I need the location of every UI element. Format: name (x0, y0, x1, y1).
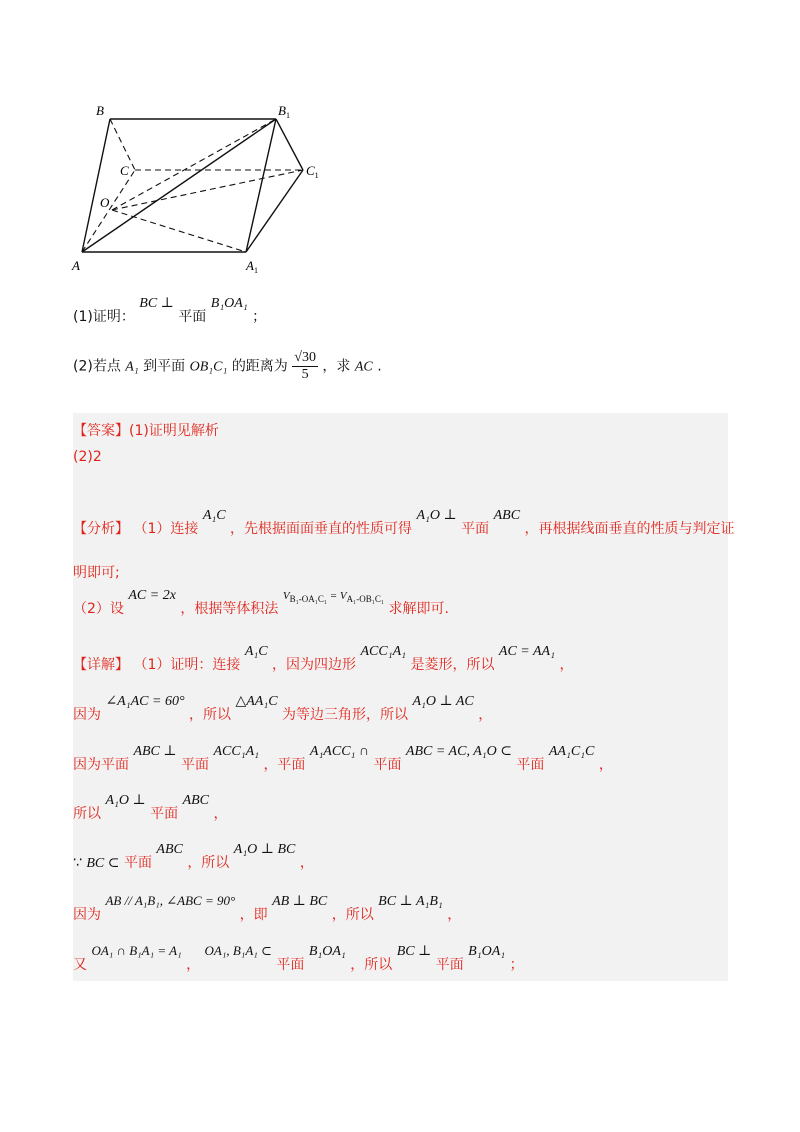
detail-l1-m2: ACC₁A₁ (360, 644, 407, 659)
q1-math-bc: BC ⊥ (139, 296, 174, 311)
detail-l7-a: 又 (73, 957, 87, 973)
detail-l3-c: ， (598, 757, 613, 773)
detail-l3-m2: ACC₁A₁ (213, 744, 259, 759)
q2-point: A₁ (125, 359, 139, 375)
detail-l3-m5: AA₁C₁C (548, 744, 595, 759)
detail-l6-m3: BC ⊥ A₁B₁ (378, 894, 443, 909)
detail-l4-b: ， (213, 806, 228, 822)
detail-line-3 (73, 744, 613, 774)
q2-end: . (377, 358, 382, 375)
detail-l1-m3: AC = AA₁ (498, 644, 555, 659)
detail-line-5 (73, 842, 314, 872)
analysis-line-3 (73, 588, 449, 618)
analysis-line-2 (73, 562, 120, 582)
detail-l7-m2: OA₁, B₁A₁ ⊂ (204, 943, 272, 958)
detail-l7-m4: BC ⊥ (396, 944, 432, 959)
prism-figure (70, 95, 330, 280)
q2-frac-num: √30 (294, 350, 316, 365)
detail-l7-b: ， (186, 957, 201, 973)
detail-l5-m2: ABC (156, 842, 183, 857)
detail-l5-m1: BC ⊂ (86, 856, 120, 871)
detail-l5-plane: 平面 (123, 855, 152, 871)
detail-l5-m3: A₁O ⊥ BC (233, 842, 296, 857)
edge-A1B1 (246, 119, 276, 252)
hidden-OA1 (112, 210, 246, 252)
detail-l5-b: ，所以 (187, 855, 230, 871)
detail-line-4 (73, 793, 228, 823)
answer-1: (1)证明见解析 (129, 423, 219, 439)
detail-l3-a: 因为平面 (73, 757, 129, 773)
detail-l7-c: ，所以 (350, 957, 393, 973)
detail-l6-d: ， (447, 907, 462, 923)
detail-l4-a: 所以 (73, 806, 101, 822)
answer-line-1 (73, 420, 219, 440)
detail-l3-m1: ABC ⊥ (133, 744, 177, 759)
label-C: C (120, 163, 129, 178)
detail-l7-plane2: 平面 (435, 957, 464, 973)
detail-l3-plane3: 平面 (516, 757, 545, 773)
label-A: A (72, 258, 80, 273)
detail-l2-d: ， (478, 707, 493, 723)
q2-ac: AC (354, 359, 373, 375)
q2-dist: 的距离为 (231, 358, 288, 375)
detail-l4-plane: 平面 (150, 806, 179, 822)
detail-l2-m2: △AA₁C (235, 694, 278, 709)
detail-l1-b: ，因为四边形 (272, 657, 357, 673)
analysis-p1-c: ，再根据线面垂直的性质与判定证 (524, 521, 735, 537)
analysis-p2-m2-sub: B₁-OA₁C₁ (289, 594, 327, 604)
analysis-p2-c: 求解即可. (388, 601, 449, 617)
detail-line-7 (73, 943, 524, 974)
q2-fraction (292, 350, 318, 383)
q1-plane: 平面 (178, 309, 207, 325)
edge-B1C1 (276, 119, 303, 170)
detail-l2-a: 因为 (73, 707, 101, 723)
q2-plane: OB₁C₁ (189, 359, 228, 375)
detail-l1-a: （1）证明：连接 (133, 657, 241, 673)
analysis-tag: 【分析】 (73, 521, 129, 537)
answer-tag: 【答案】 (73, 423, 129, 439)
detail-l7-plane: 平面 (276, 957, 305, 973)
detail-l1-c: 是菱形，所以 (410, 657, 495, 673)
detail-l6-b: ，即 (239, 907, 268, 923)
answer-line-2 (73, 449, 102, 465)
detail-l6-m1: AB // A₁B₁, ∠ABC = 90° (105, 893, 236, 908)
analysis-p2-m3-sub: A₁-OB₁C₁ (346, 594, 385, 604)
edge-AB (82, 119, 110, 252)
q2-ask: ，求 (322, 358, 351, 375)
question-1 (73, 296, 267, 326)
label-O: O (100, 195, 110, 210)
detail-tag: 【详解】 (73, 657, 129, 673)
analysis-p2-b: ，根据等体积法 (180, 601, 279, 617)
detail-l1-d: ， (559, 657, 574, 673)
hidden-OC1 (112, 170, 303, 210)
detail-l2-c: 为等边三角形，所以 (281, 707, 408, 723)
label-A1: $A_1$ (246, 258, 258, 275)
detail-line-6 (73, 893, 462, 924)
analysis-p1-a: （1）连接 (133, 521, 199, 537)
diag-AB1 (82, 119, 276, 252)
q1-prefix: (1)证明： (73, 309, 135, 325)
detail-l4-m1: A₁O ⊥ (105, 793, 146, 808)
q2-frac-den: 5 (301, 367, 309, 382)
detail-l6-m2: AB ⊥ BC (272, 894, 328, 909)
answer-2: (2)2 (73, 449, 102, 465)
q2-prefix: (2)若点 (73, 358, 121, 375)
q1-math-plane: B₁OA₁ (210, 296, 248, 311)
label-B: B (96, 103, 104, 118)
q2-mid: 到平面 (143, 358, 186, 375)
analysis-line-1 (73, 508, 735, 538)
detail-l6-a: 因为 (73, 907, 101, 923)
detail-l1-m1: A₁C (244, 644, 268, 659)
analysis-p1-b: ，先根据面面垂直的性质可得 (230, 521, 413, 537)
analysis-p2-m3: = V (329, 590, 347, 602)
analysis-p2-a: （2）设 (73, 601, 124, 617)
analysis-p2-m1: AC = 2x (128, 588, 176, 603)
detail-l2-m1: ∠A₁AC = 60° (105, 694, 185, 709)
detail-l6-c: ，所以 (331, 907, 374, 923)
detail-l7-m3: B₁OA₁ (308, 944, 346, 959)
analysis-p1-m1: A₁C (202, 508, 226, 523)
detail-l7-m1: OA₁ ∩ B₁A₁ = A₁ (91, 943, 182, 958)
detail-l3-plane2: 平面 (373, 757, 402, 773)
detail-l2-m3: A₁O ⊥ AC (412, 694, 474, 709)
hidden-OB1 (112, 119, 276, 210)
analysis-p1-m2: A₁O ⊥ (416, 508, 457, 523)
detail-line-1 (73, 644, 574, 674)
analysis-p2-m2: V (282, 590, 290, 602)
label-B1: $B_1$ (278, 103, 290, 120)
detail-l5-a: ∵ (73, 855, 82, 871)
detail-l7-d: ； (509, 957, 524, 973)
detail-l3-b: ，平面 (263, 757, 306, 773)
detail-l7-m5: B₁OA₁ (468, 944, 506, 959)
detail-l3-m4: ABC = AC, A₁O ⊂ (405, 744, 512, 759)
analysis-p1-m3: ABC (493, 508, 521, 523)
detail-line-2 (73, 694, 493, 724)
label-C1: $C_1$ (306, 163, 319, 180)
detail-l5-c: ， (299, 855, 314, 871)
question-2 (73, 350, 382, 383)
detail-l3-m3: A₁ACC₁ ∩ (309, 744, 370, 759)
detail-l3-plane1: 平面 (181, 757, 210, 773)
analysis-p1-plane: 平面 (461, 521, 490, 537)
detail-l2-b: ，所以 (189, 707, 231, 723)
q1-end: ； (252, 309, 267, 325)
analysis-p1-d: 明即可; (73, 565, 120, 581)
detail-l4-m2: ABC (182, 793, 210, 808)
